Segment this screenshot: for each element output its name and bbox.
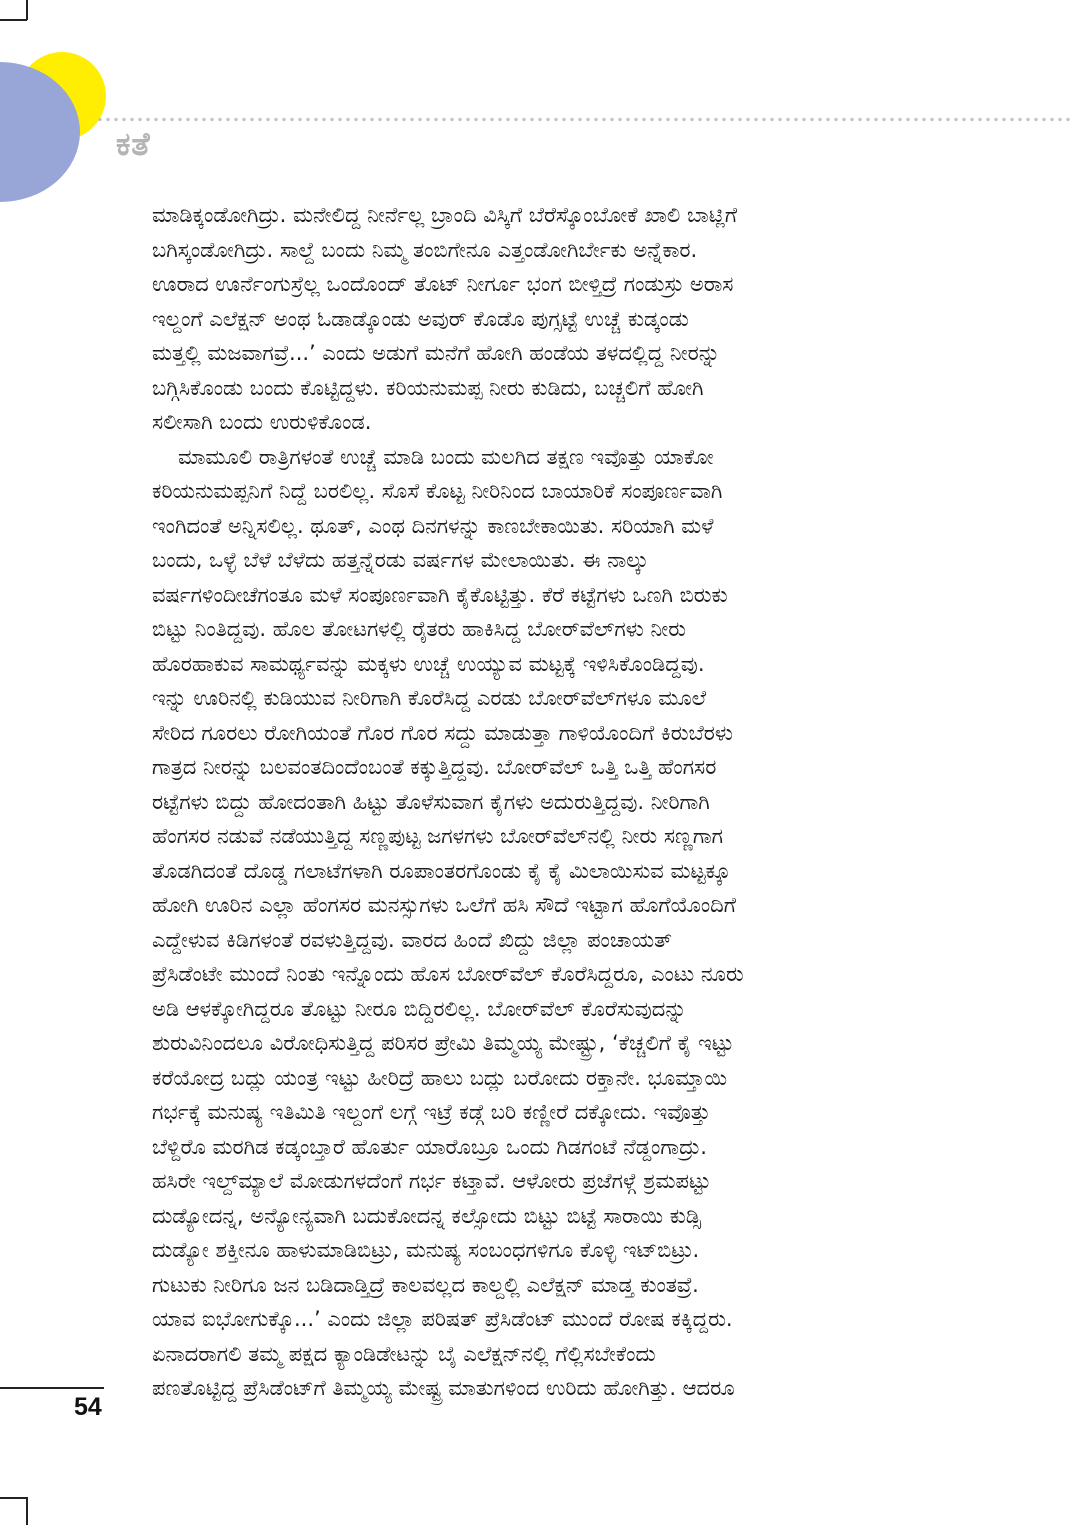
- text-line: ಬಿಟ್ಟು ನಿಂತಿದ್ದವು. ಹೊಲ ತೋಟಗಳಲ್ಲಿ ರೈತರು ಹಾಕಿಸಿದ್ದ ಬೋರ್‌ವೆಲ್‌ಗಳು ನೀರು: [152, 617, 686, 641]
- crop-mark-top: [0, 19, 27, 21]
- text-line: ಪ್ರೆಸಿಡೆಂಟೇ ಮುಂದೆ ನಿಂತು ಇನ್ನೊಂದು ಹೊಸ ಬೋರ್‌ವೆಲ್ ಕೊರೆಸಿದ್ದರೂ, ಎಂಟು ನೂರು: [152, 962, 744, 986]
- text-line: ಹೊರಹಾಕುವ ಸಾಮರ್ಥ್ಯವನ್ನು ಮಕ್ಕಳು ಉಚ್ಚೆ ಉಯ್ಯುವ ಮಟ್ಟಕ್ಕೆ ಇಳಿಸಿಕೊಂಡಿದ್ದವು.: [152, 651, 705, 676]
- text-line: ರಟ್ಟೆಗಳು ಬಿದ್ದು ಹೋದಂತಾಗಿ ಹಿಟ್ಟು ತೊಳೆಸುವಾಗ ಕೈಗಳು ಅದುರುತ್ತಿದ್ದವು. ನೀರಿಗಾಗಿ: [152, 789, 710, 814]
- crop-mark-bottom: [0, 1497, 27, 1499]
- text-line: ಶುರುವಿನಿಂದಲೂ ವಿರೋಧಿಸುತ್ತಿದ್ದ ಪರಿಸರ ಪ್ರೇಮಿ ತಿಮ್ಮಯ್ಯ ಮೇಷ್ಟ್ರು, ‘ಕೆಚ್ಚಲಿಗೆ ಕೈ ಇಟ್ಟು: [152, 1031, 734, 1055]
- text-line: ಪಣತೊಟ್ಟಿದ್ದ ಪ್ರೆಸಿಡೆಂಟ್‌ಗೆ ತಿಮ್ಮಯ್ಯ ಮೇಷ್ಟ್ರ ಮಾತುಗಳಿಂದ ಉರಿದು ಹೋಗಿತ್ತು. ಆದರೂ: [152, 1376, 735, 1400]
- dotted-divider: [96, 117, 1072, 122]
- text-line: ಸಲೀಸಾಗಿ ಬಂದು ಉರುಳಿಕೊಂಡ.: [152, 410, 372, 434]
- text-line: ವರ್ಷಗಳಿಂದೀಚೆಗಂತೂ ಮಳೆ ಸಂಪೂರ್ಣವಾಗಿ ಕೈಕೊಟ್ಟಿತ್ತು. ಕೆರೆ ಕಟ್ಟೆಗಳು ಒಣಗಿ ಬಿರುಕು: [152, 582, 728, 607]
- text-line: ಸೇರಿದ ಗೂರಲು ರೋಗಿಯಂತೆ ಗೊರ ಗೊರ ಸದ್ದು ಮಾಡುತ್ತಾ ಗಾಳಿಯೊಂದಿಗೆ ಕಿರುಬೆರಳು: [152, 720, 733, 745]
- crop-mark-bottom: [26, 1497, 28, 1525]
- footer-rule: [0, 1387, 104, 1389]
- text-line: ಹೋಗಿ ಊರಿನ ಎಲ್ಲಾ ಹೆಂಗಸರ ಮನಸ್ಸುಗಳು ಒಲೆಗೆ ಹಸಿ ಸೌದೆ ಇಟ್ಟಾಗ ಹೊಗೆಯೊಂದಿಗೆ: [152, 893, 736, 917]
- text-line: ಮಾಡಿಕ್ಕಂಡೋಗಿದ್ರು. ಮನೇಲಿದ್ದ ನೀರ್ನೆಲ್ಲ ಬ್ರಾಂದಿ ವಿಸ್ಕಿಗೆ ಬೆರೆಸ್ಕೊಂಬೋಕೆ ಖಾಲಿ ಬಾಟ್ಲಿಗೆ: [152, 203, 738, 227]
- text-line: ಬಂದು, ಒಳ್ಳೆ ಬೆಳೆ ಬೆಳೆದು ಹತ್ತನ್ನೆರಡು ವರ್ಷಗಳ ಮೇಲಾಯಿತು. ಈ ನಾಲ್ಕು: [152, 548, 649, 572]
- story-text: [152, 198, 904, 1406]
- crop-mark-top: [26, 0, 28, 20]
- text-line: ದುಡ್ಯೋದನ್ನ, ಅನ್ಯೋನ್ಯವಾಗಿ ಬದುಕೋದನ್ನ ಕಲ್ಸೋದು ಬಿಟ್ಟು ಬಿಟ್ಟೆ ಸಾರಾಯಿ ಕುಡ್ಸಿ: [152, 1203, 702, 1228]
- text-line: ಏನಾದರಾಗಲಿ ತಮ್ಮ ಪಕ್ಷದ ಕ್ಯಾಂಡಿಡೇಟನ್ನು ಬೈ ಎಲೆಕ್ಷನ್‌ನಲ್ಲಿ ಗೆಲ್ಲಿಸಬೇಕೆಂದು: [152, 1341, 656, 1366]
- text-line: ಬಗ್ಗಿಸಿಕೊಂಡು ಬಂದು ಕೊಟ್ಟಿದ್ದಳು. ಕರಿಯನುಮಪ್ಪ ನೀರು ಕುಡಿದು, ಬಚ್ಚಲಿಗೆ ಹೋಗಿ: [152, 375, 704, 400]
- text-line: ಗಾತ್ರದ ನೀರನ್ನು ಬಲವಂತದಿಂದೆಂಬಂತೆ ಕಕ್ಕುತ್ತಿದ್ದವು. ಬೋರ್‌ವೆಲ್ ಒತ್ತಿ ಒತ್ತಿ ಹೆಂಗಸರ: [152, 755, 717, 779]
- text-line: ಹಸಿರೇ ಇಲ್ದ್‌ಮ್ಯಾಲೆ ಮೋಡುಗಳದೆಂಗೆ ಗರ್ಭ ಕಟ್ತಾವೆ. ಆಳೋರು ಪ್ರಜೆಗಳ್ಗೆ ಶ್ರಮಪಟ್ಟು: [152, 1169, 711, 1193]
- text-line: ಬೆಳ್ದಿರೊ ಮರಗಿಡ ಕಡ್ಕಂಬ್ತಾರೆ ಹೊರ್ತು ಯಾರೊಬ್ರೂ ಒಂದು ಗಿಡಗಂಟೆ ನೆಡ್ದಂಗಾದ್ರು.: [152, 1134, 707, 1159]
- section-label: ಕತೆ: [116, 125, 151, 163]
- text-line: ಕರಿಯನುಮಪ್ಪನಿಗೆ ನಿದ್ದೆ ಬರಲಿಲ್ಲ. ಸೊಸೆ ಕೊಟ್ಟ ನೀರಿನಿಂದ ಬಾಯಾರಿಕೆ ಸಂಪೂರ್ಣವಾಗಿ: [152, 479, 723, 503]
- page-number: 54: [74, 1393, 102, 1421]
- text-line: ಕರೆಯೋದ್ರ ಬದ್ಲು ಯಂತ್ರ ಇಟ್ಟು ಹೀರಿದ್ರೆ ಹಾಲು ಬದ್ಲು ಬರೋದು ರಕ್ತಾನೇ. ಭೂಮ್ತಾಯಿ: [152, 1065, 728, 1090]
- text-line: ಗುಟುಕು ನೀರಿಗೂ ಜನ ಬಡಿದಾಡ್ತಿದ್ರೆ ಕಾಲವಲ್ಲದ ಕಾಲ್ದಲ್ಲಿ ಎಲೆಕ್ಷನ್ ಮಾಡ್ತ ಕುಂತವ್ರೆ.: [152, 1272, 699, 1297]
- text-line: ಗರ್ಭಕ್ಕೆ ಮನುಷ್ಯ ಇತಿಮಿತಿ ಇಲ್ದಂಗೆ ಲಗ್ಗೆ ಇಟ್ರೆ ಕಡ್ಗೆ ಬರಿ ಕಣ್ಣೀರೆ ದಕ್ಕೋದು. ಇವೊತ್ತು: [152, 1100, 711, 1124]
- text-line: ಇಂಗಿದಂತೆ ಅನ್ನಿಸಲಿಲ್ಲ. ಥೂತ್, ಎಂಥ ದಿನಗಳನ್ನು ಕಾಣಬೇಕಾಯಿತು. ಸರಿಯಾಗಿ ಮಳೆ: [152, 513, 714, 538]
- text-line: ಯಾವ ಐಭೋಗುಕ್ಕೊ...’ ಎಂದು ಜಿಲ್ಲಾ ಪರಿಷತ್ ಪ್ರೆಸಿಡೆಂಟ್ ಮುಂದೆ ರೋಷ ಕಕ್ಕಿದ್ದರು.: [152, 1307, 733, 1331]
- text-line: ತೊಡಗಿದಂತೆ ದೊಡ್ಡ ಗಲಾಟೆಗಳಾಗಿ ರೂಪಾಂತರಗೊಂಡು ಕೈ ಕೈ ಮಿಲಾಯಿಸುವ ಮಟ್ಟಕ್ಕೂ: [152, 858, 731, 883]
- text-line: ಹೆಂಗಸರ ನಡುವೆ ನಡೆಯುತ್ತಿದ್ದ ಸಣ್ಣಪುಟ್ಟ ಜಗಳಗಳು ಬೋರ್‌ವೆಲ್‌ನಲ್ಲಿ ನೀರು ಸಣ್ಣಗಾಗ: [152, 824, 723, 848]
- text-line: ಊರಾದ ಊರ್ನೆಂಗುಸ್ರೆಲ್ಲ ಒಂದೊಂದ್ ತೊಟ್ ನೀರ್ಗೂ ಭಂಗ ಬೀಳ್ತಿದ್ರೆ ಗಂಡುಸ್ರು ಅರಾಸ: [152, 272, 734, 296]
- text-line: ಎದ್ದೇಳುವ ಕಿಡಿಗಳಂತೆ ರವಳುತ್ತಿದ್ದವು. ವಾರದ ಹಿಂದೆ ಖಿದ್ದು ಜಿಲ್ಲಾ ಪಂಚಾಯತ್: [152, 927, 673, 952]
- text-line: ಇನ್ನು ಊರಿನಲ್ಲಿ ಕುಡಿಯುವ ನೀರಿಗಾಗಿ ಕೊರೆಸಿದ್ದ ಎರಡು ಬೋರ್‌ವೆಲ್‌ಗಳೂ ಮೂಲೆ: [152, 686, 707, 710]
- text-line: ಬಗಿಸ್ಕಂಡೋಗಿದ್ರು. ಸಾಲ್ದೆ ಬಂದು ನಿಮ್ಮ ತಂಬಿಗೇನೂ ಎತ್ತಂಡೋಗಿರ್ಬೇಕು ಅನ್ನೆಕಾರ.: [152, 237, 698, 262]
- text-line: ಮತ್ತಲ್ಲಿ ಮಜವಾಗವ್ರೆ...’ ಎಂದು ಅಡುಗೆ ಮನೆಗೆ ಹೋಗಿ ಹಂಡೆಯ ತಳದಲ್ಲಿದ್ದ ನೀರನ್ನು: [152, 341, 720, 365]
- text-line: ಇಲ್ದಂಗೆ ಎಲೆಕ್ಷನ್ ಅಂಥ ಓಡಾಡ್ಕೊಂಡು ಅವುರ್ ಕೊಡೊ ಪುಗ್ಸಟ್ಟೆ ಉಚ್ಚೆ ಕುಡ್ಕಂಡು: [152, 306, 689, 331]
- text-line: ದುಡ್ಯೋ ಶಕ್ತೀನೂ ಹಾಳುಮಾಡಿಬಿಟ್ರು, ಮನುಷ್ಯ ಸಂಬಂಧಗಳಿಗೂ ಕೊಳ್ಳಿ ಇಟ್‌ಬಿಟ್ರು.: [152, 1238, 700, 1262]
- text-line: ಮಾಮೂಲಿ ರಾತ್ರಿಗಳಂತೆ ಉಚ್ಚೆ ಮಾಡಿ ಬಂದು ಮಲಗಿದ ತಕ್ಷಣ ಇವೊತ್ತು ಯಾಕೋ: [178, 444, 714, 469]
- text-line: ಅಡಿ ಆಳಕ್ಕೋಗಿದ್ದರೂ ತೊಟ್ಟು ನೀರೂ ಬಿದ್ದಿರಲಿಲ್ಲ. ಬೋರ್‌ವೆಲ್ ಕೊರೆಸುವುದನ್ನು: [152, 996, 687, 1021]
